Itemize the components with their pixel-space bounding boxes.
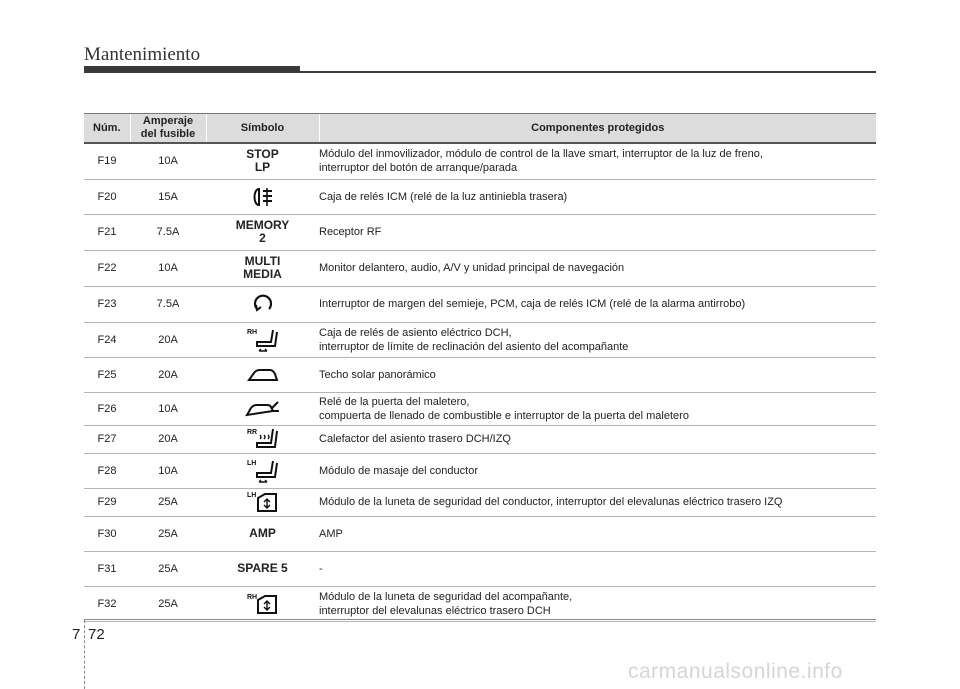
fuse-row-f20 (84, 179, 876, 214)
fuse-symbol (206, 214, 319, 250)
svg-text:LH: LH (246, 492, 256, 499)
sunroof-icon (246, 368, 280, 380)
rear-fog-lamp-icon (250, 190, 276, 202)
protected-components: Caja de relés de asiento eléctrico DCH, interruptor de límite de reclinación del asiento del acompañante (319, 322, 876, 357)
protected-components: Módulo de la luneta de seguridad del acompañante, interruptor del elevalunas eléctrico trasero DCH (319, 586, 876, 621)
fuse-symbol (206, 488, 319, 516)
symbol-label: MULTI MEDIA (243, 254, 282, 281)
fuse-symbol (206, 143, 319, 179)
protected-components: Caja de relés ICM (relé de la luz antiniebla trasera) (319, 179, 876, 214)
svg-text:RH: RH (246, 593, 257, 601)
fuse-table-body (84, 143, 876, 621)
chapter-number: 7 (72, 626, 81, 643)
fuse-table (84, 113, 876, 622)
protected-components: Calefactor del asiento trasero DCH/IZQ (319, 425, 876, 453)
fuse-symbol (206, 322, 319, 357)
fuse-symbol (206, 586, 319, 621)
fuse-table-header (84, 114, 876, 144)
seat-lh-icon (245, 459, 281, 476)
fuse-row-f22 (84, 250, 876, 286)
protected-components: Interruptor de margen del semieje, PCM, caja de relés ICM (relé de la alarma antirrobo) (319, 286, 876, 322)
protected-components: - (319, 551, 876, 586)
header-components: Componentes protegidos (319, 114, 876, 144)
fuse-row-f26 (84, 392, 876, 425)
fuse-row-f28 (84, 453, 876, 488)
fuse-amperage: 25A (130, 488, 206, 516)
protected-components: AMP (319, 516, 876, 551)
protected-components: Módulo del inmovilizador, módulo de control de la llave smart, interruptor de la luz de freno, interruptor del botón de arranque/parada (319, 143, 876, 179)
fuse-number: F28 (84, 453, 130, 488)
fuse-amperage: 25A (130, 551, 206, 586)
fuse-amperage: 10A (130, 453, 206, 488)
fuse-amperage: 25A (130, 516, 206, 551)
fuse-symbol (206, 286, 319, 322)
fuse-amperage: 10A (130, 250, 206, 286)
fuse-amperage: 15A (130, 179, 206, 214)
protected-components: Receptor RF (319, 214, 876, 250)
protected-components: Módulo de la luneta de seguridad del conductor, interruptor del elevalunas eléctrico trasero IZQ (319, 488, 876, 516)
page-section-title: Mantenimiento (84, 44, 201, 65)
fuse-row-f24 (84, 322, 876, 357)
svg-text:RR: RR (246, 429, 257, 436)
fuse-amperage: 20A (130, 425, 206, 453)
footer-rule (84, 619, 876, 620)
fuse-symbol (206, 357, 319, 392)
fuse-number: F21 (84, 214, 130, 250)
heated-seat-rr-icon (245, 429, 281, 445)
fuse-number: F20 (84, 179, 130, 214)
fuse-row-f32 (84, 586, 876, 621)
fuse-number: F29 (84, 488, 130, 516)
header-bar (84, 66, 300, 73)
fuse-number: F30 (84, 516, 130, 551)
footer-divider (84, 620, 86, 689)
fuse-row-f23 (84, 286, 876, 322)
fuse-row-f31 (84, 551, 876, 586)
fuse-amperage: 25A (130, 586, 206, 621)
fuse-number: F19 (84, 143, 130, 179)
fuse-amperage: 20A (130, 357, 206, 392)
fuse-number: F24 (84, 322, 130, 357)
protected-components: Techo solar panorámico (319, 357, 876, 392)
fuse-symbol (206, 179, 319, 214)
symbol-label: AMP (249, 526, 276, 540)
fuse-amperage: 10A (130, 392, 206, 425)
fuse-symbol (206, 425, 319, 453)
fuse-amperage: 20A (130, 322, 206, 357)
fuse-number: F26 (84, 392, 130, 425)
fuse-row-f25 (84, 357, 876, 392)
fuse-number: F32 (84, 586, 130, 621)
protected-components: Monitor delantero, audio, A/V y unidad principal de navegación (319, 250, 876, 286)
fuse-amperage: 7.5A (130, 214, 206, 250)
arc-arrow-icon (252, 298, 274, 310)
protected-components: Relé de la puerta del maletero, compuerta de llenado de combustible e interruptor de la puerta del maletero (319, 392, 876, 425)
fuse-row-f27 (84, 425, 876, 453)
trunk-open-icon (245, 402, 281, 414)
fuse-amperage: 10A (130, 143, 206, 179)
header-num: Núm. (84, 114, 130, 144)
fuse-symbol (206, 551, 319, 586)
fuse-amperage: 7.5A (130, 286, 206, 322)
fuse-symbol (206, 250, 319, 286)
fuse-number: F25 (84, 357, 130, 392)
watermark: carmanualsonline.info (628, 660, 843, 683)
fuse-number: F31 (84, 551, 130, 586)
header-rule (300, 71, 876, 73)
fuse-symbol (206, 392, 319, 425)
header-symbol: Símbolo (206, 114, 319, 144)
fuse-symbol (206, 453, 319, 488)
fuse-symbol (206, 516, 319, 551)
fuse-number: F27 (84, 425, 130, 453)
symbol-label: MEMORY 2 (235, 218, 290, 245)
window-rh-icon (245, 593, 281, 609)
fuse-number: F23 (84, 286, 130, 322)
svg-text:RH: RH (246, 328, 257, 336)
window-lh-icon (245, 492, 281, 508)
fuse-row-f19 (84, 143, 876, 179)
protected-components: Módulo de masaje del conductor (319, 453, 876, 488)
page-number: 72 (88, 626, 105, 643)
fuse-row-f29 (84, 488, 876, 516)
symbol-label: SPARE 5 (237, 561, 288, 575)
fuse-row-f21 (84, 214, 876, 250)
seat-rh-icon (245, 328, 281, 345)
fuse-number: F22 (84, 250, 130, 286)
header-amperage: Amperaje del fusible (130, 114, 206, 144)
svg-text:LH: LH (246, 459, 256, 467)
fuse-row-f30 (84, 516, 876, 551)
symbol-label: STOP LP (246, 147, 279, 175)
